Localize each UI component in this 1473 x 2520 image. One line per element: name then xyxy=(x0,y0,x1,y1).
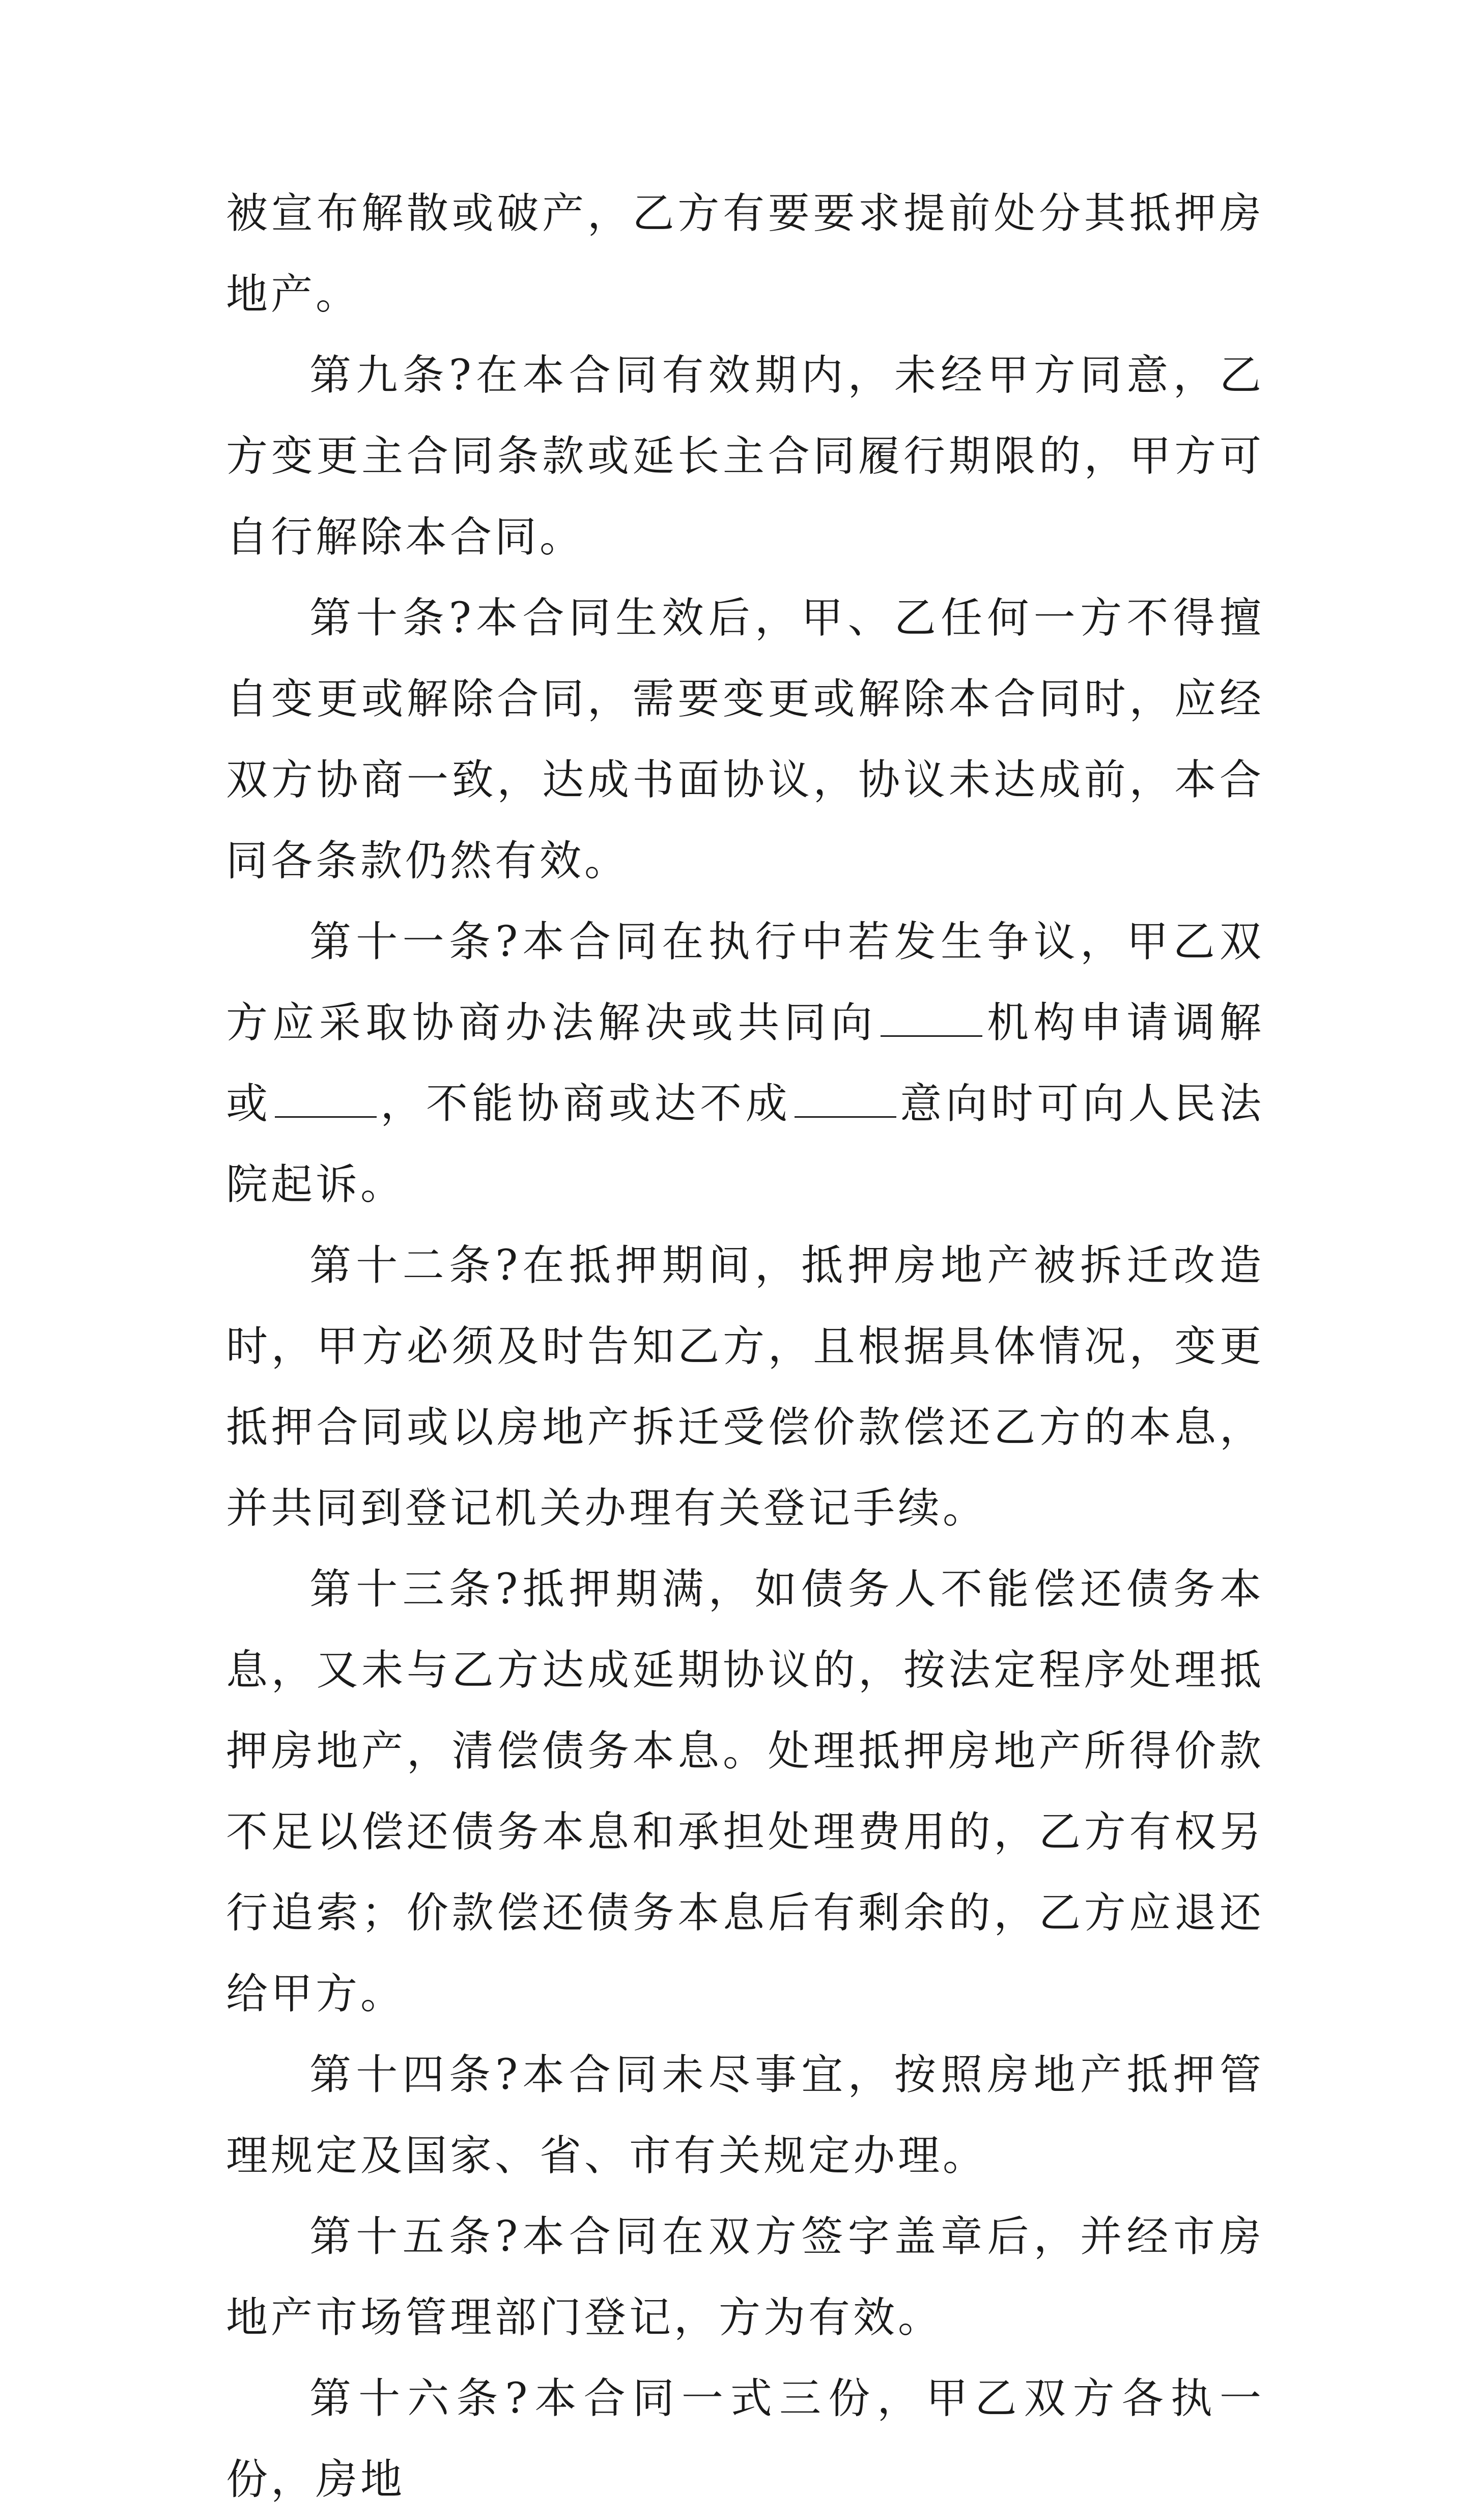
fill-in-blank-institution xyxy=(881,999,982,1037)
paragraph-article-12: 第十二条?在抵押期间，抵押房地产被拆迁改造时，甲方必须及时告知乙方，且根据具体情况，变更抵押合同或以房地产拆迁受偿价款偿还乙方的本息，并共同到登记机关办理有关登记手续。 xyxy=(226,1241,1264,1533)
article-11-text-part-4: 意向时可向人民法院起诉。 xyxy=(226,1080,1264,1209)
paragraph-article-16: 第十六条?本合同一式三份，甲乙双方各执一份，房地 xyxy=(226,2374,1264,2504)
article-11-text-part-2: 机构申请调解或 xyxy=(226,999,1264,1128)
fill-in-blank-method xyxy=(275,1080,377,1118)
article-11-text-part-1: 第十一条?本合同在执行中若发生争议，甲乙双方应采取协商办法解决或共同向 xyxy=(226,918,1264,1047)
paragraph-article-14: 第十四条?本合同未尽事宜，按照房地产抵押管理规定及国家、省、市有关规定办理。 xyxy=(226,2051,1264,2180)
paragraph-article-9: 第九条?在本合同有效期内，未经甲方同意，乙方变更主合同条款或延长主合同履行期限的，甲方可自行解除本合同。 xyxy=(226,351,1264,561)
fill-in-blank-agreement xyxy=(795,1080,896,1118)
paragraph-article-10: 第十条?本合同生效后，甲、乙任何一方不得擅自变更或解除合同，需要变更或解除本合同时，应经双方协商一致，达成书面协议，协议未达成前，本合同各条款仍然有效。 xyxy=(226,594,1264,885)
document-body xyxy=(226,173,1264,2520)
paragraph-article-15: 第十五条?本合同在双方签字盖章后，并经市房地产市场管理部门登记，方为有效。 xyxy=(226,2213,1264,2342)
paragraph-article-13: 第十三条?抵押期满，如债务人不能偿还债务本息，又未与乙方达成延期协议的，按法定程序处理抵押房地产，清偿债务本息。处理抵押房地产所得价款不足以偿还债务本息和承担处理费用的，乙方有权另行追索；价款偿还债务本息后有剩余的，乙方应退还给甲方。 xyxy=(226,1565,1264,2018)
paragraph-continuation: 被宣布解散或破产，乙方有要要求提前处分其抵押房地产。 xyxy=(226,189,1264,319)
paragraph-article-11 xyxy=(226,901,1264,1225)
article-11-text-part-3: ，不能协商或达不成 xyxy=(379,1080,791,1128)
